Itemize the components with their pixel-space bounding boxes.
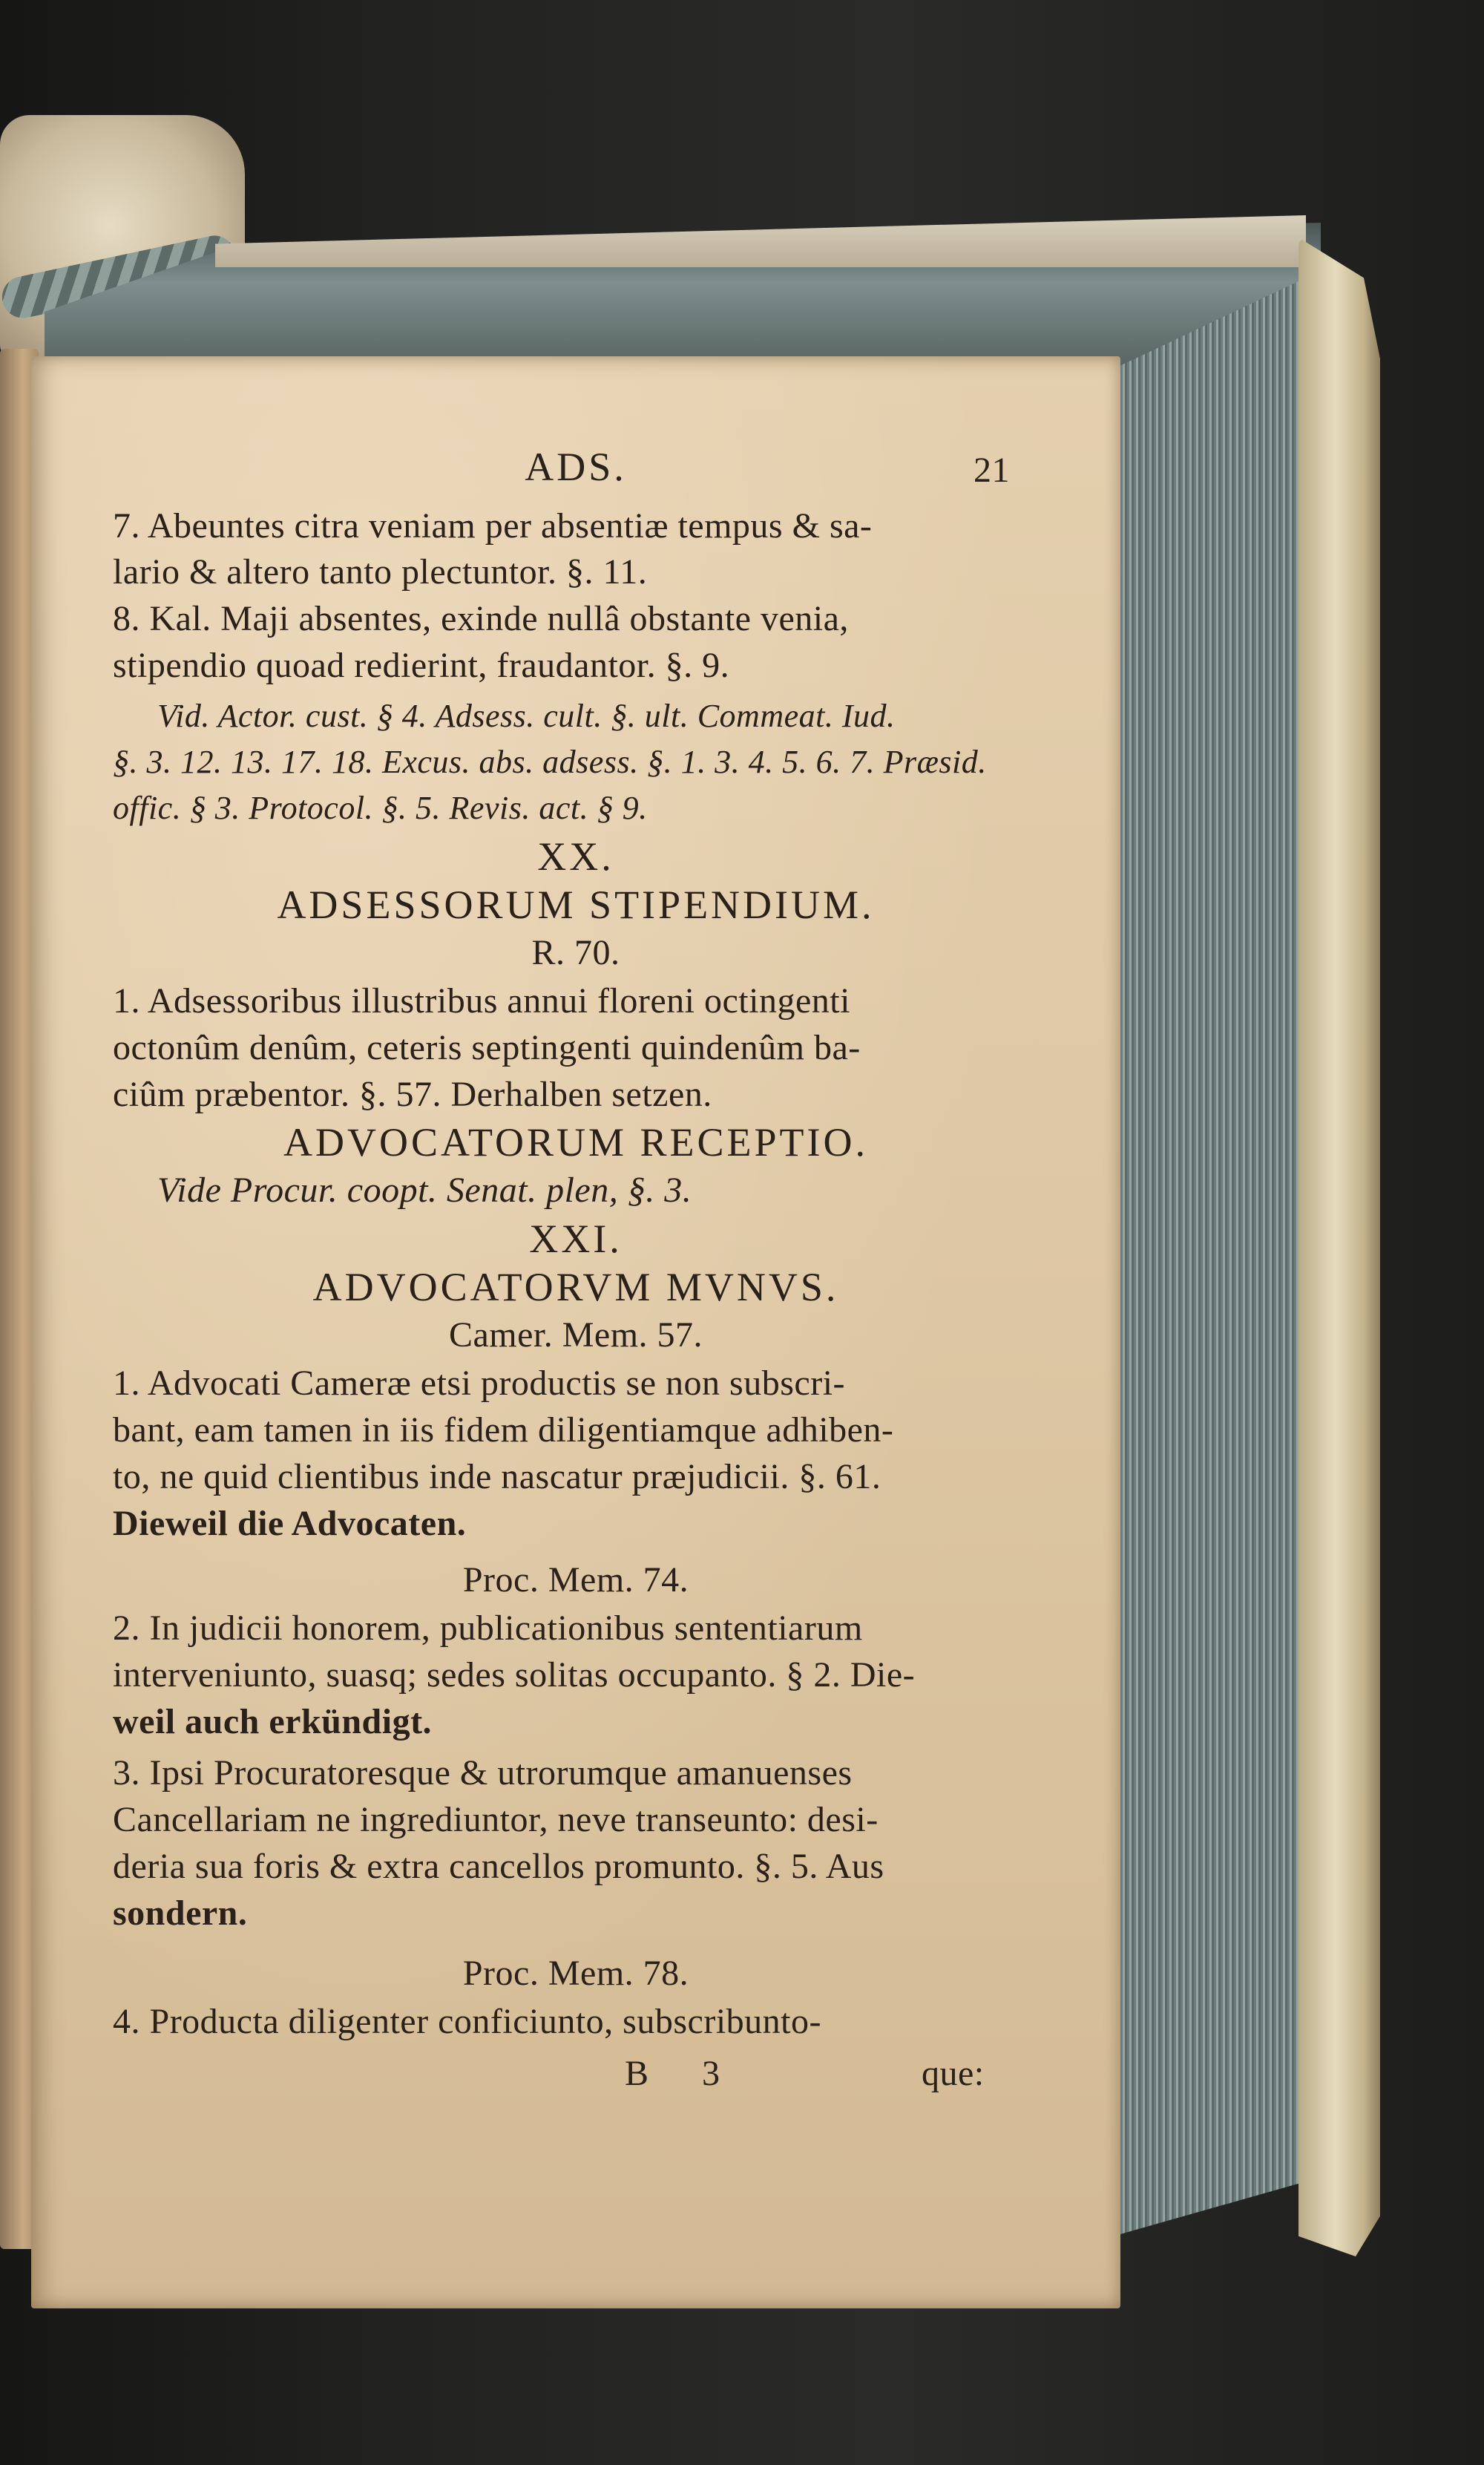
text-line: 3. Ipsi Procuratoresque & utrorumque amanuenses [113, 1753, 853, 1793]
text-line: 8. Kal. Maji absentes, exinde nullâ obstante venia, [113, 599, 849, 638]
text-line: weil auch erkündigt. [113, 1702, 433, 1741]
text-line: octonûm denûm, ceteris septingenti quindenûm ba- [113, 1028, 861, 1067]
text-line: to, ne quid clientibus inde nascatur præjudicii. §. 61. [113, 1457, 881, 1496]
reference-line: Camer. Mem. 57. [448, 1315, 703, 1355]
reference-line: Proc. Mem. 74. [462, 1560, 689, 1600]
reference-line: Proc. Mem. 78. [462, 1954, 689, 1993]
text-line: Vide Procur. coopt. Senat. plen, §. 3. [157, 1171, 692, 1210]
section-title: ADVOCATORUM RECEPTIO. [283, 1120, 869, 1165]
signature-mark: B 3 [625, 2054, 743, 2093]
text-line: Cancellariam ne ingrediuntor, neve transeunto: desi- [113, 1800, 879, 1839]
text-line: 2. In judicii honorem, publicationibus sententiarum [113, 1608, 863, 1648]
running-head: ADS. [525, 445, 627, 489]
text-line: interveniunto, suasq; sedes solitas occupanto. § 2. Die- [113, 1655, 916, 1695]
book-page [31, 356, 1120, 2308]
text-line: 7. Abeuntes citra veniam per absentiæ tempus & sa- [113, 506, 873, 546]
reference-line: R. 70. [531, 933, 620, 972]
section-number: XXI. [529, 1217, 623, 1261]
page-block-fore-edge [1120, 267, 1328, 2234]
text-line: deria sua foris & extra cancellos promunto. §. 5. Aus [113, 1847, 884, 1886]
text-line: Dieweil die Advocaten. [113, 1504, 467, 1543]
text-line: 1. Advocati Cameræ etsi productis se non subscri- [113, 1364, 846, 1403]
text-line: ciûm præbentor. §. 57. Derhalben setzen. [113, 1075, 712, 1114]
text-line: lario & altero tanto plectuntor. §. 11. [113, 552, 648, 592]
section-number: XX. [537, 834, 614, 879]
section-title: ADSESSORUM STIPENDIUM. [277, 883, 875, 927]
cover-right-edge [1298, 238, 1380, 2256]
text-line: §. 3. 12. 13. 17. 18. Excus. abs. adsess. §. 1. 3. 4. 5. 6. 7. Præsid. [113, 744, 987, 780]
text-line: sondern. [113, 1893, 248, 1933]
text-line: offic. § 3. Protocol. §. 5. Revis. act. § 9. [113, 790, 648, 826]
text-line: Vid. Actor. cust. § 4. Adsess. cult. §. ult. Commeat. Iud. [157, 698, 896, 734]
section-title: ADVOCATORVM MVNVS. [312, 1265, 839, 1309]
text-line: 1. Adsessoribus illustribus annui floreni octingenti [113, 981, 850, 1021]
text-line: stipendio quoad redierint, fraudantor. §. 9. [113, 646, 730, 685]
text-line: bant, eam tamen in iis fidem diligentiamque adhiben- [113, 1410, 894, 1450]
text-line: 4. Producta diligenter conficiunto, subscribunto- [113, 2002, 821, 2041]
catchword: que: [922, 2054, 985, 2093]
page-number: 21 [974, 451, 1010, 490]
